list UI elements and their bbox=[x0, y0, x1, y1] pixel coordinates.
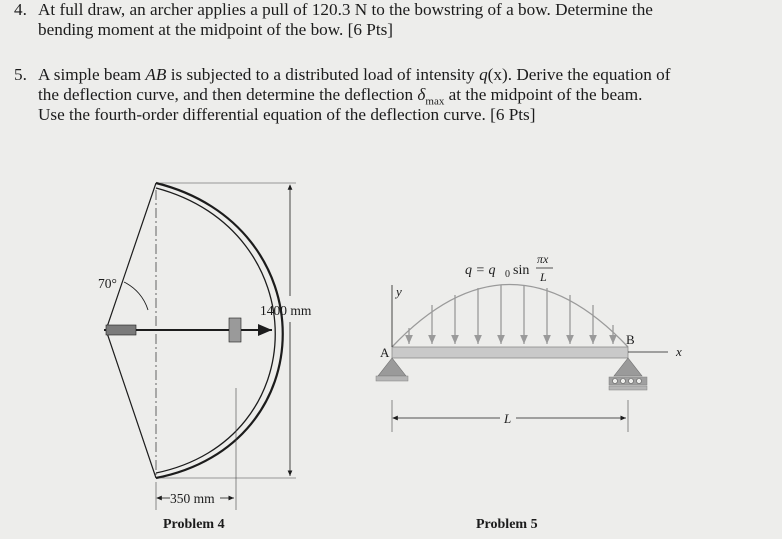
caption-problem-4: Problem 4 bbox=[163, 517, 225, 532]
label-a: A bbox=[380, 345, 390, 360]
dim-1400-label: 1400 mm bbox=[260, 303, 312, 318]
load-symbol: q bbox=[479, 65, 488, 84]
dim-350-label: 350 mm bbox=[170, 491, 215, 506]
ground-b bbox=[609, 386, 647, 390]
roller-support-b bbox=[614, 358, 642, 376]
beam bbox=[392, 347, 628, 358]
problem-5-line-3: Use the fourth-order differential equation of the deflection curve. [6 Pts] bbox=[38, 105, 536, 124]
delta-subscript: max bbox=[425, 95, 445, 108]
load-arrows bbox=[409, 285, 613, 344]
text-span: . Derive the equation of bbox=[507, 65, 671, 84]
caption-problem-5: Problem 5 bbox=[476, 517, 538, 532]
load-expression-sin: sin bbox=[513, 263, 530, 278]
load-expression-lhs: q = q bbox=[465, 263, 496, 278]
beam-name: AB bbox=[145, 65, 167, 84]
problem-5-number: 5. bbox=[14, 65, 27, 84]
dim-l-label: L bbox=[504, 411, 512, 426]
problem-4-line-1: At full draw, an archer applies a pull of 120.3 N to the bowstring of a bow. Determine the bbox=[38, 0, 653, 19]
x-axis-label: x bbox=[676, 344, 682, 359]
text-span: A simple beam bbox=[38, 65, 146, 84]
y-axis-label: y bbox=[396, 284, 402, 299]
pin-support-a bbox=[378, 358, 406, 376]
ground-a bbox=[376, 376, 408, 381]
angle-label: 70° bbox=[98, 276, 117, 291]
problem-4-line-2: bending moment at the midpoint of the bow. [6 Pts] bbox=[38, 20, 394, 39]
text-span: the deflection curve, and then determine the deflection bbox=[38, 85, 418, 104]
load-argument: (x) bbox=[487, 65, 508, 84]
load-expression-sub: 0 bbox=[505, 269, 510, 280]
text-span: is subjected to a distributed load of intensity bbox=[166, 65, 480, 84]
load-expression-denominator: L bbox=[540, 270, 547, 284]
load-expression-numerator: πx bbox=[537, 252, 549, 266]
problem-4-number: 4. bbox=[14, 0, 27, 19]
delta-symbol: δ bbox=[417, 85, 426, 104]
text-span: at the midpoint of the beam. bbox=[444, 85, 643, 104]
label-b: B bbox=[626, 332, 635, 347]
